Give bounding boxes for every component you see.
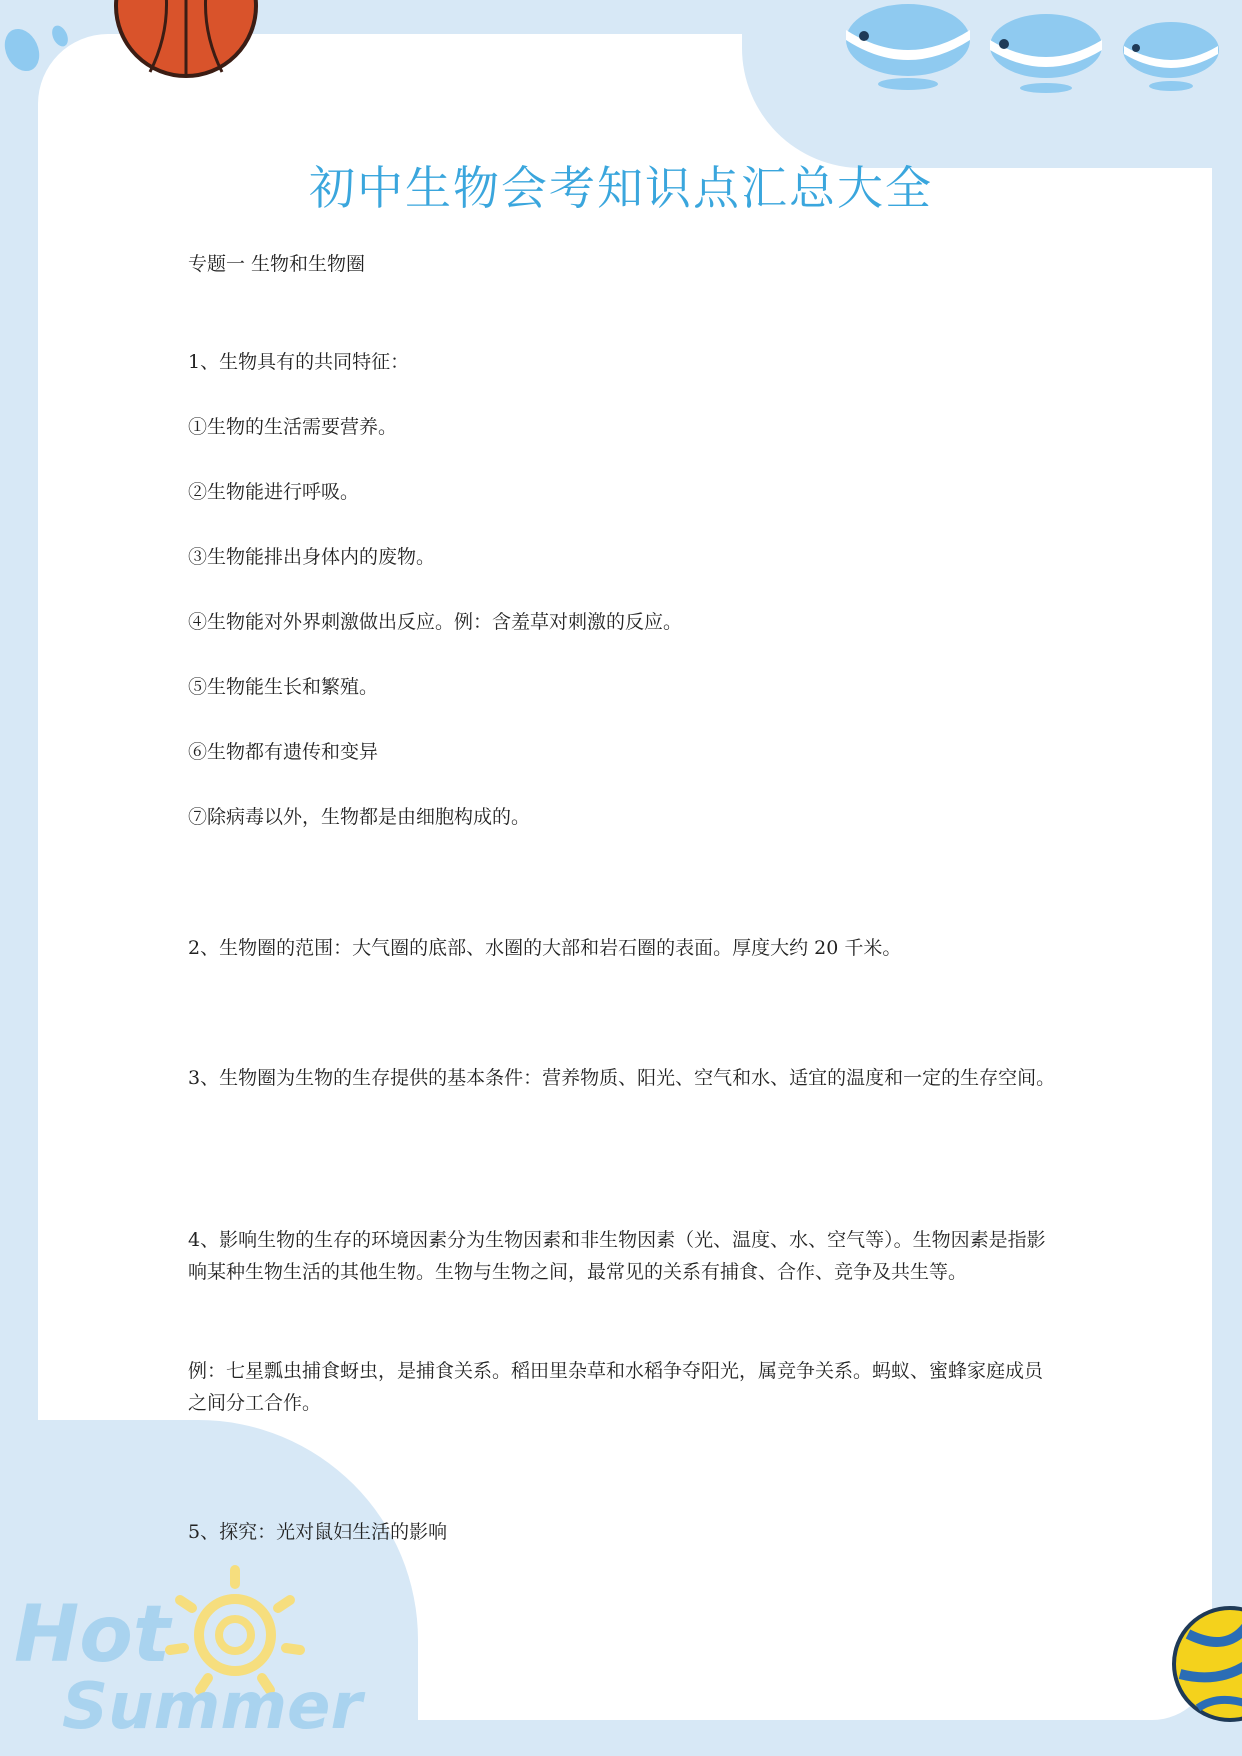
list-item: ⑤生物能生长和繁殖。	[188, 676, 379, 698]
list-item: ⑥生物都有遗传和变异	[188, 741, 379, 763]
hot-decoration-text: Hot	[14, 1590, 171, 1680]
list-item: ④生物能对外界刺激做出反应。例：含羞草对刺激的反应。	[188, 611, 683, 633]
list-item: ③生物能排出身体内的废物。	[188, 546, 436, 568]
topic-heading: 专题一 生物和生物圈	[188, 253, 366, 275]
list-item: ②生物能进行呼吸。	[188, 481, 360, 503]
water-drop-icon	[0, 20, 80, 80]
whale-icon	[1118, 16, 1224, 96]
paragraph: 3、生物圈为生物的生存提供的基本条件：营养物质、阳光、空气和水、适宜的温度和一定的生存空间。	[188, 1067, 1056, 1089]
paragraph: 4、影响生物的生存的环境因素分为生物因素和非生物因素（光、温度、水、空气等）。生物因素是指影响某种生物生活的其他生物。生物与生物之间，最常见的关系有捕食、合作、竞争及共生等。	[188, 1229, 1046, 1283]
list-item: ⑦除病毒以外，生物都是由细胞构成的。	[188, 806, 531, 828]
page-title: 初中生物会考知识点汇总大全	[309, 161, 933, 215]
volleyball-icon	[1168, 1604, 1242, 1724]
whale-icon	[982, 8, 1110, 98]
basketball-icon	[112, 0, 260, 80]
list-item: ①生物的生活需要营养。	[188, 416, 398, 438]
whale-icon	[838, 0, 978, 96]
paragraph: 1、生物具有的共同特征：	[188, 351, 410, 373]
paragraph: 例：七星瓢虫捕食蚜虫，是捕食关系。稻田里杂草和水稻争夺阳光，属竞争关系。蚂蚁、蜜蜂家庭成员之间分工合作。	[188, 1360, 1044, 1414]
summer-decoration-text: Summer	[62, 1670, 362, 1744]
paragraph: 5、探究：光对鼠妇生活的影响	[188, 1521, 448, 1543]
document-page	[38, 34, 1212, 1720]
paragraph: 2、生物圈的范围：大气圈的底部、水圈的大部和岩石圈的表面。厚度大约 20 千米。	[188, 937, 902, 959]
